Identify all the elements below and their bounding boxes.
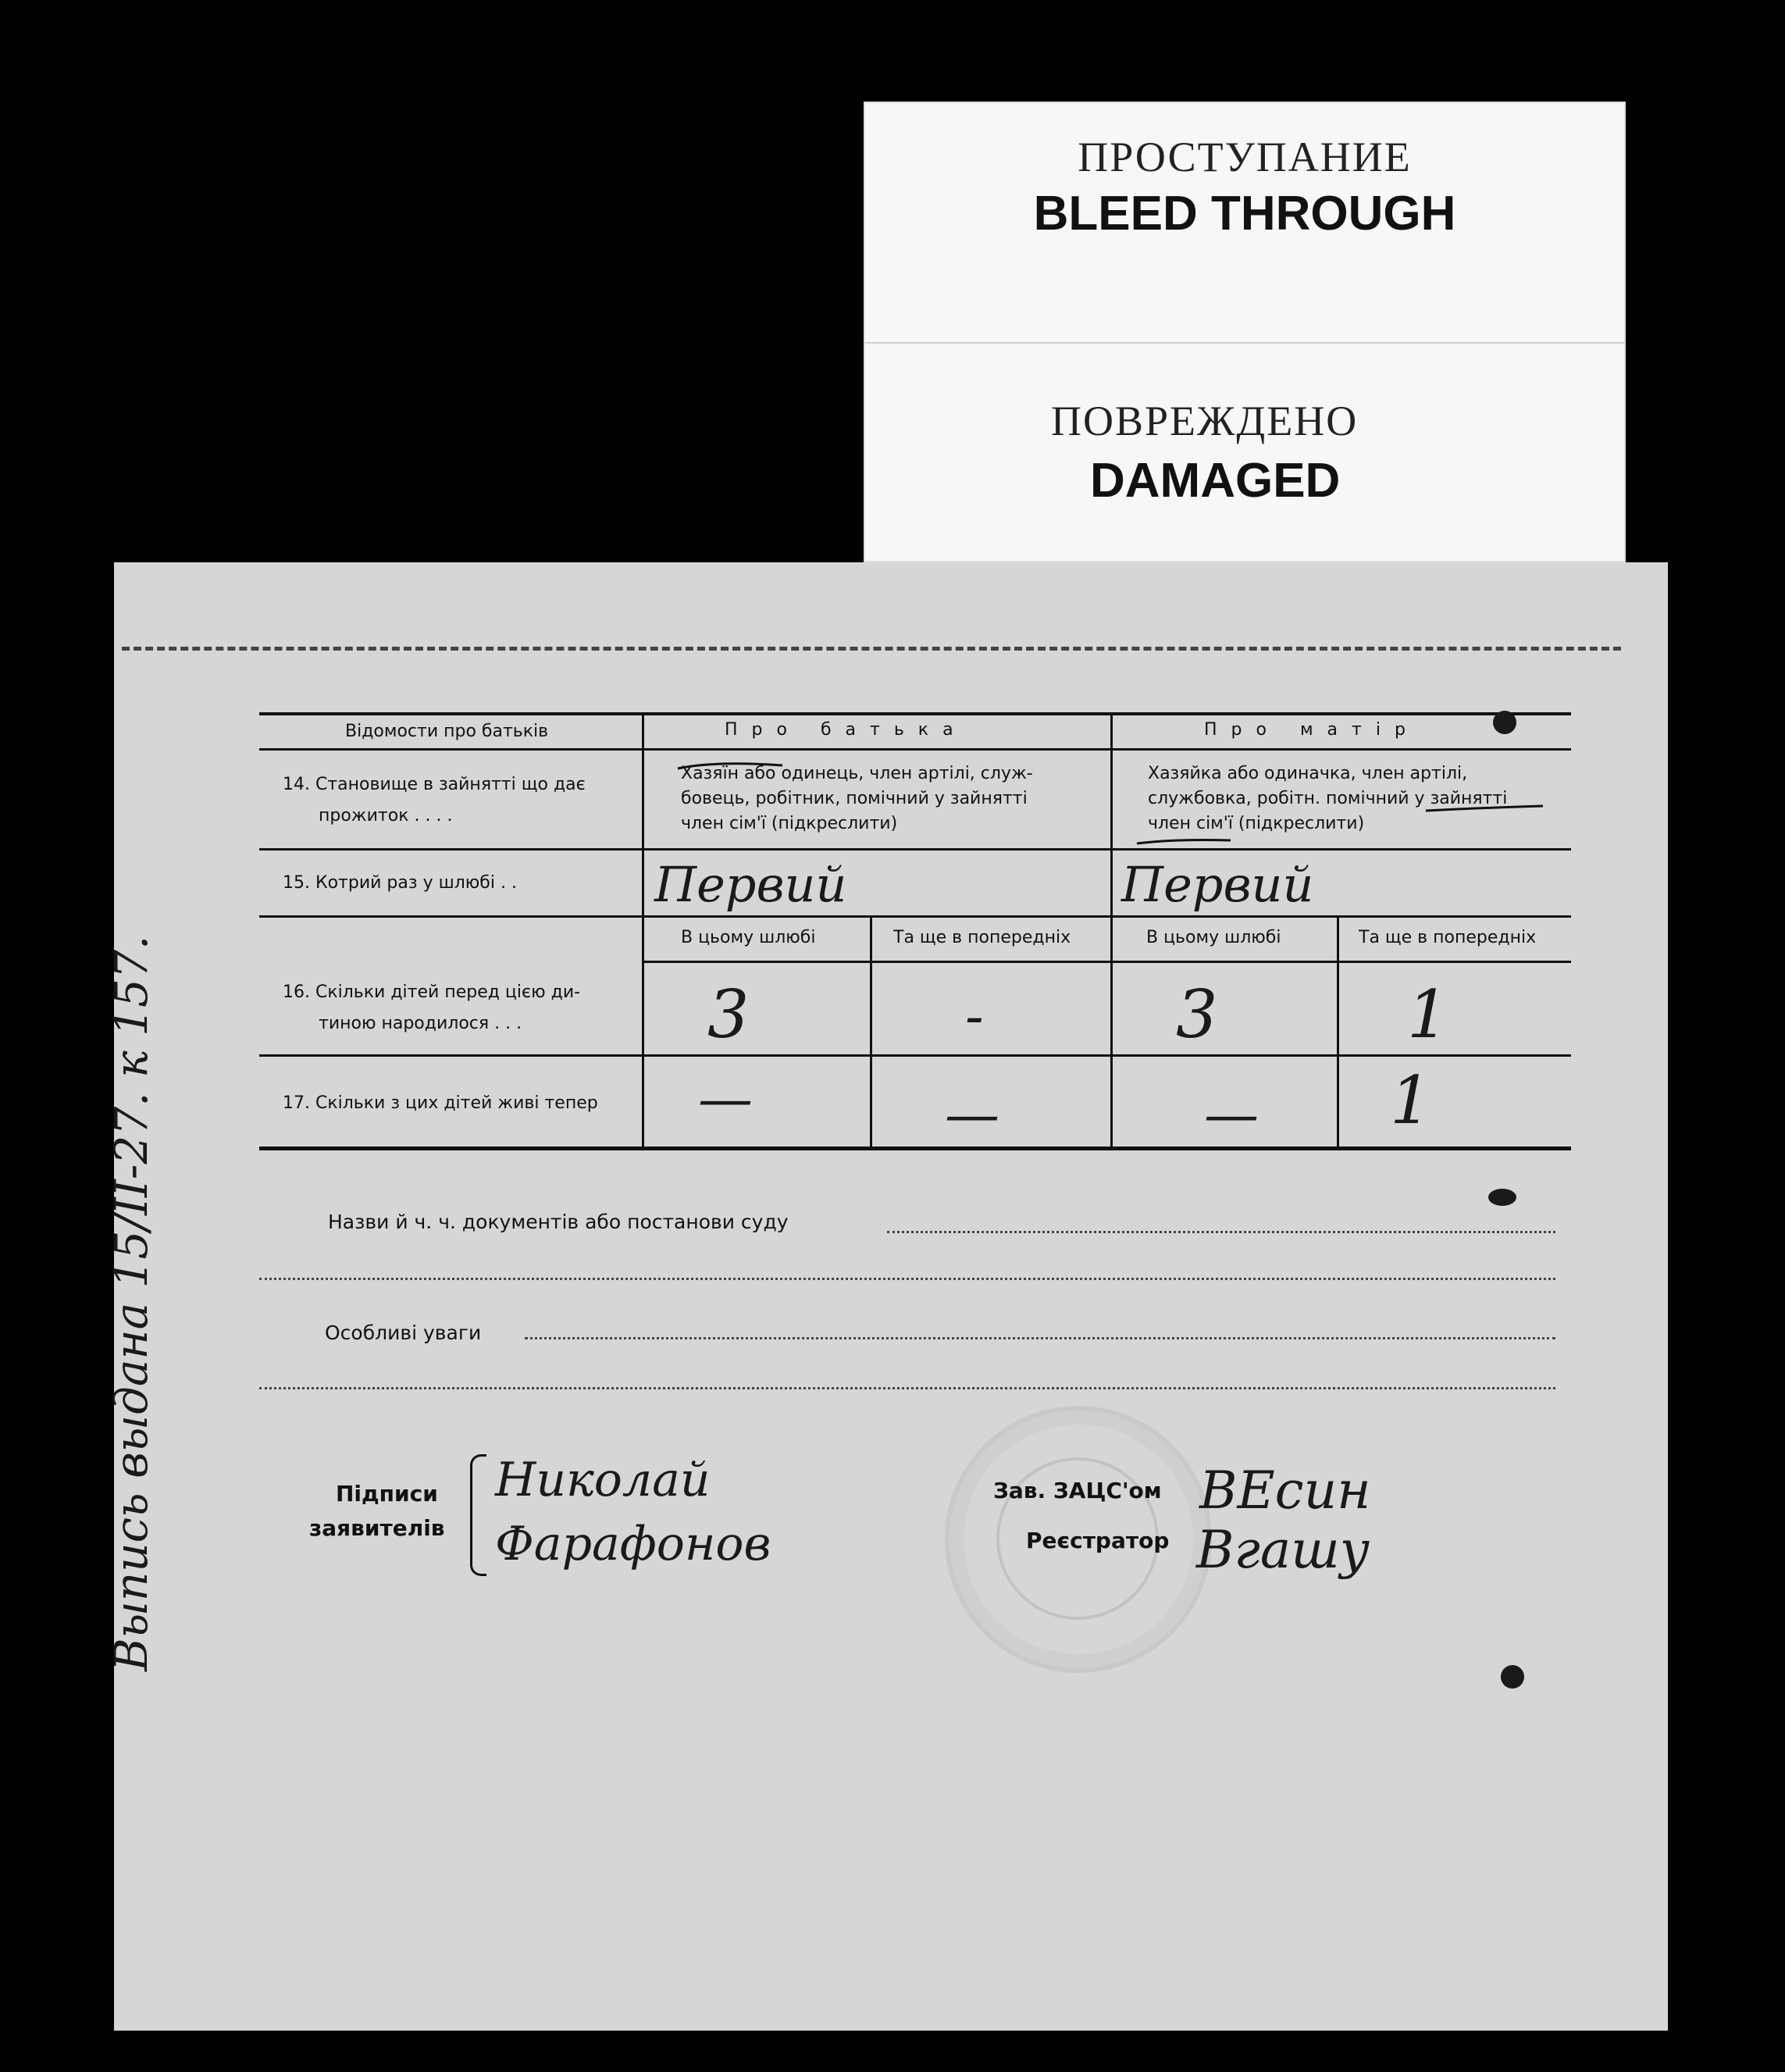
row16-rule (259, 1054, 1571, 1057)
col-divider-1 (642, 712, 644, 1150)
head-of-registry-label: Зав. ЗАЦС'ом (993, 1478, 1162, 1503)
documents-dotline-2 (259, 1278, 1555, 1280)
row17-father-prev: — (945, 1082, 999, 1147)
row14-mother-line2: службовка, робітн. помічний у зайнятті (1148, 789, 1508, 808)
row16-father-this: 3 (707, 976, 750, 1053)
row16-label-cont: тиною народилося . . . (319, 1014, 522, 1033)
row16-mother-prev: 1 (1407, 976, 1449, 1053)
applicant-signature-2: Фарафонов (495, 1517, 771, 1571)
side-note: Выпись выдана 15/II-27. к 157. (105, 935, 158, 1671)
row17-father-this: — (698, 1067, 753, 1131)
registrar-label: Реєстратор (1026, 1528, 1170, 1553)
table-header-rule (259, 748, 1571, 751)
notes-dotline-1 (525, 1337, 1555, 1339)
punch-hole (1501, 1665, 1524, 1689)
table-top-rule (259, 712, 1571, 715)
notes-label: Особливі уваги (325, 1321, 482, 1344)
registrar-signature: Вгашу (1196, 1520, 1370, 1580)
header-about-father: Про батька (725, 720, 967, 740)
documents-dotline-1 (887, 1231, 1555, 1233)
notice-divider (864, 342, 1626, 344)
row17-mother-this: — (1204, 1082, 1259, 1147)
notice-damaged-ru: ПОВРЕЖДЕНО (1051, 398, 1359, 444)
row15-rule (259, 915, 1571, 918)
notice-bleed-through-en: BLEED THROUGH (1033, 187, 1456, 241)
underline-owner (676, 758, 786, 773)
row17-mother-prev: 1 (1390, 1062, 1432, 1139)
notes-dotline-2 (259, 1387, 1555, 1389)
signatures-bracket (470, 1454, 486, 1576)
signatures-label: Підписи (336, 1481, 438, 1507)
notice-damaged-en: DAMAGED (1090, 454, 1341, 508)
underline-helper (1129, 801, 1551, 848)
subheader-rule (643, 961, 1571, 963)
head-signature: ВЕсин (1199, 1460, 1371, 1521)
col-divider-mother (1337, 915, 1339, 1150)
row14-rule (259, 848, 1571, 851)
document-page (105, 562, 1668, 2031)
punch-hole (1488, 1189, 1516, 1206)
subheader-father-this: В цьому шлюбі (681, 928, 816, 947)
row14-label: 14. Становище в зайнятті що дає (283, 775, 586, 794)
row14-father-line3: член сім'ї (підкреслити) (681, 814, 898, 833)
header-about-mother: Про матір (1204, 720, 1420, 740)
row14-father-line2: бовець, робітник, помічний у зайнятті (681, 789, 1028, 808)
subheader-mother-prev: Та ще в попередніх (1359, 928, 1537, 947)
row14-mother-line3: член сім'ї (підкреслити) (1148, 814, 1365, 833)
documents-label: Назви й ч. ч. документів або постанови суду (328, 1211, 789, 1233)
subheader-mother-this: В цьому шлюбі (1146, 928, 1281, 947)
row17-label: 17. Скільки з цих дітей живі тепер (283, 1093, 598, 1113)
punch-hole (1493, 711, 1516, 734)
header-parents-info: Відомости про батьків (345, 722, 549, 741)
subheader-father-prev: Та ще в попередніх (893, 928, 1071, 947)
signatures-label-cont: заявителів (309, 1515, 445, 1541)
col-divider-father (870, 915, 872, 1150)
row16-label: 16. Скільки дітей перед цією ди- (283, 983, 581, 1002)
row14-father-line1: Хазяїн або одинець, член артілі, служ- (681, 764, 1033, 783)
notice-bleed-through-ru: ПРОСТУПАНИЕ (1078, 134, 1412, 180)
row16-father-prev: - (965, 984, 984, 1048)
row15-label: 15. Котрий раз у шлюбі . . (283, 873, 517, 893)
row14-mother-line1: Хазяйка або одиначка, член артілі, (1148, 764, 1468, 783)
table-bottom-rule (259, 1147, 1571, 1150)
notice-card (864, 102, 1626, 562)
row15-father-value: Первий (654, 856, 847, 913)
row15-mother-value: Первий (1121, 856, 1314, 913)
row16-mother-this: 3 (1176, 976, 1218, 1053)
tear-line (122, 647, 1621, 651)
row14-label-cont: прожиток . . . . (319, 806, 453, 826)
applicant-signature-1: Николай (495, 1453, 711, 1507)
col-divider-2 (1110, 712, 1113, 1150)
